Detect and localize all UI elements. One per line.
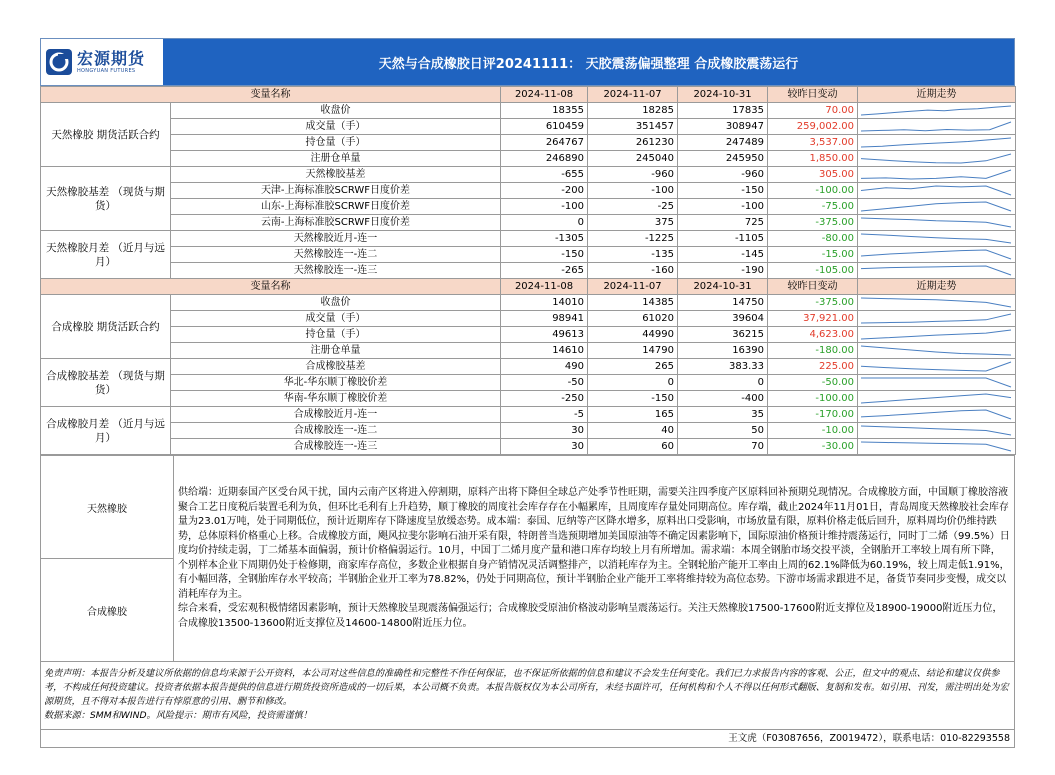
column-header-row (41, 87, 1016, 103)
change-value: -180.00 (768, 343, 858, 359)
sparkline-series (861, 170, 1011, 179)
value-d3: 0 (678, 375, 768, 391)
sparkline-cell (858, 343, 1016, 359)
change-value: -170.00 (768, 407, 858, 423)
value-d1: -200 (501, 183, 588, 199)
column-header-var-name: 变量名称 (41, 279, 501, 295)
value-d1: 30 (501, 439, 588, 455)
row-item-name: 收盘价 (171, 295, 501, 311)
column-header-change: 较昨日变动 (768, 87, 858, 103)
column-header-d1: 2024-11-08 (501, 87, 588, 103)
sparkline-series (861, 330, 1011, 339)
group-label: 合成橡胶 期货活跃合约 (41, 295, 171, 359)
column-header-d2: 2024-11-07 (588, 87, 678, 103)
row-item-name: 华南-华东顺丁橡胶价差 (171, 391, 501, 407)
column-header-d3: 2024-10-31 (678, 87, 768, 103)
change-value: -15.00 (768, 247, 858, 263)
sparkline-cell (858, 407, 1016, 423)
value-d2: -1225 (588, 231, 678, 247)
change-value: 3,537.00 (768, 135, 858, 151)
analyst-contact: 王文虎（F03087656，Z0019472），联系电话：010-82293558 (40, 730, 1015, 748)
column-header-d3: 2024-10-31 (678, 279, 768, 295)
value-d1: 490 (501, 359, 588, 375)
sparkline (858, 295, 1014, 310)
sparkline-series (861, 378, 1011, 387)
table-row (41, 295, 1016, 311)
change-value: 225.00 (768, 359, 858, 375)
sparkline (858, 135, 1014, 150)
sparkline-series (861, 266, 1011, 275)
sparkline-cell (858, 103, 1016, 119)
value-d3: -190 (678, 263, 768, 279)
change-value: 259,002.00 (768, 119, 858, 135)
value-d3: -400 (678, 391, 768, 407)
value-d1: 610459 (501, 119, 588, 135)
column-header-row (41, 279, 1016, 295)
value-d2: 265 (588, 359, 678, 375)
value-d1: -150 (501, 247, 588, 263)
comment-label-synthetic: 合成橡胶 (41, 559, 174, 662)
value-d2: 375 (588, 215, 678, 231)
row-item-name: 天津-上海标准胶SCRWF日度价差 (171, 183, 501, 199)
column-header-d2: 2024-11-07 (588, 279, 678, 295)
sparkline (858, 263, 1014, 278)
value-d3: 308947 (678, 119, 768, 135)
sparkline-cell (858, 263, 1016, 279)
table-row (41, 167, 1016, 183)
data-table (40, 86, 1016, 455)
table-row (41, 215, 1016, 231)
column-header-var-name: 变量名称 (41, 87, 501, 103)
value-d1: -265 (501, 263, 588, 279)
table-row (41, 135, 1016, 151)
value-d1: -100 (501, 199, 588, 215)
table-row (41, 439, 1016, 455)
sparkline (858, 391, 1014, 406)
value-d3: 36215 (678, 327, 768, 343)
row-item-name: 成交量（手） (171, 311, 501, 327)
sparkline-series (861, 346, 1011, 355)
row-item-name: 持仓量（手） (171, 327, 501, 343)
sparkline (858, 119, 1014, 134)
sparkline-series (861, 410, 1011, 419)
value-d2: 165 (588, 407, 678, 423)
value-d1: 49613 (501, 327, 588, 343)
row-item-name: 收盘价 (171, 103, 501, 119)
row-item-name: 合成橡胶近月-连一 (171, 407, 501, 423)
row-item-name: 天然橡胶连一-连三 (171, 263, 501, 279)
change-value: 70.00 (768, 103, 858, 119)
value-d2: -100 (588, 183, 678, 199)
comment-label-natural: 天然橡胶 (41, 456, 174, 559)
sparkline-series (861, 442, 1011, 451)
value-d1: 14010 (501, 295, 588, 311)
value-d3: 16390 (678, 343, 768, 359)
report-header (40, 38, 1015, 86)
sparkline-cell (858, 295, 1016, 311)
change-value: 37,921.00 (768, 311, 858, 327)
sparkline-cell (858, 439, 1016, 455)
value-d2: 14790 (588, 343, 678, 359)
sparkline-cell (858, 119, 1016, 135)
value-d2: 60 (588, 439, 678, 455)
change-value: 1,850.00 (768, 151, 858, 167)
value-d1: -50 (501, 375, 588, 391)
sparkline (858, 247, 1014, 262)
value-d1: -5 (501, 407, 588, 423)
sparkline-series (861, 106, 1011, 115)
value-d2: -150 (588, 391, 678, 407)
value-d1: -655 (501, 167, 588, 183)
sparkline (858, 199, 1014, 214)
company-logo (41, 39, 163, 85)
table-row (41, 391, 1016, 407)
table-row (41, 103, 1016, 119)
table-row (41, 119, 1016, 135)
sparkline (858, 359, 1014, 374)
sparkline-series (861, 426, 1011, 435)
value-d1: -1305 (501, 231, 588, 247)
value-d1: 0 (501, 215, 588, 231)
sparkline-series (861, 218, 1011, 227)
group-label: 合成橡胶月差 （近月与远月） (41, 407, 171, 455)
sparkline-cell (858, 231, 1016, 247)
value-d3: 35 (678, 407, 768, 423)
row-item-name: 合成橡胶连一-连二 (171, 423, 501, 439)
sparkline-series (861, 122, 1011, 131)
row-item-name: 合成橡胶基差 (171, 359, 501, 375)
sparkline-cell (858, 151, 1016, 167)
sparkline-series (861, 314, 1011, 323)
sparkline (858, 183, 1014, 198)
value-d3: 39604 (678, 311, 768, 327)
sparkline-series (861, 362, 1011, 371)
value-d3: 70 (678, 439, 768, 455)
row-item-name: 持仓量（手） (171, 135, 501, 151)
value-d3: -145 (678, 247, 768, 263)
sparkline (858, 407, 1014, 422)
sparkline (858, 439, 1014, 454)
value-d3: 245950 (678, 151, 768, 167)
sparkline-series (861, 234, 1011, 243)
sparkline (858, 343, 1014, 358)
sparkline (858, 423, 1014, 438)
row-item-name: 云南-上海标准胶SCRWF日度价差 (171, 215, 501, 231)
change-value: -100.00 (768, 391, 858, 407)
value-d2: -25 (588, 199, 678, 215)
column-header-d1: 2024-11-08 (501, 279, 588, 295)
value-d2: 61020 (588, 311, 678, 327)
sparkline-cell (858, 423, 1016, 439)
sparkline-cell (858, 391, 1016, 407)
value-d3: -960 (678, 167, 768, 183)
value-d3: -100 (678, 199, 768, 215)
value-d2: -135 (588, 247, 678, 263)
table-row (41, 375, 1016, 391)
table-row (41, 231, 1016, 247)
row-item-name: 注册仓单量 (171, 151, 501, 167)
value-d3: 247489 (678, 135, 768, 151)
sparkline-series (861, 250, 1011, 259)
value-d3: -1105 (678, 231, 768, 247)
change-value: -375.00 (768, 215, 858, 231)
value-d3: 383.33 (678, 359, 768, 375)
group-label: 天然橡胶 期货活跃合约 (41, 103, 171, 167)
sparkline-cell (858, 375, 1016, 391)
change-value: -10.00 (768, 423, 858, 439)
table-row (41, 247, 1016, 263)
sparkline-series (861, 186, 1011, 195)
sparkline (858, 103, 1014, 118)
row-item-name: 天然橡胶连一-连二 (171, 247, 501, 263)
sparkline-series (861, 138, 1011, 147)
value-d2: 14385 (588, 295, 678, 311)
sparkline-series (861, 298, 1011, 307)
table-row (41, 183, 1016, 199)
sparkline (858, 375, 1014, 390)
sparkline-series (861, 394, 1011, 403)
table-row (41, 423, 1016, 439)
change-value: 4,623.00 (768, 327, 858, 343)
disclaimer: 免责声明：本报告分析及建议所依据的信息均来源于公开资料，本公司对这些信息的准确性和完整性不作任何保证，也不保证所依据的信息和建议不会发生任何变化。我们已力求报告内容的客观、公正，但文中的观点、结论和建议仅供参考，不构成任何投资建议。投资者依据本报告提供的信息进行期货投资所造成的一切后果，本公司概不负责。本报告版权仅为本公司所有，未经书面许可，任何机构和个人不得以任何形式翻版、复制和发布。如引用、刊发，需注明出处为宏源期货，且不得对本报告进行有悖原意的引用、删节和修改。 数据来源：SMM和WIND。风险提示：期市有风险，投资需谨慎！ (40, 662, 1015, 730)
row-item-name: 天然橡胶基差 (171, 167, 501, 183)
sparkline (858, 215, 1014, 230)
report-title: 天然与合成橡胶日评20241111： 天胶震荡偏强整理 合成橡胶震荡运行 (163, 39, 1014, 85)
table-row (41, 359, 1016, 375)
row-item-name: 天然橡胶近月-连一 (171, 231, 501, 247)
change-value: -80.00 (768, 231, 858, 247)
sparkline-cell (858, 183, 1016, 199)
table-row (41, 151, 1016, 167)
value-d1: 246890 (501, 151, 588, 167)
value-d2: 261230 (588, 135, 678, 151)
value-d2: 44990 (588, 327, 678, 343)
change-value: -75.00 (768, 199, 858, 215)
sparkline (858, 167, 1014, 182)
change-value: -105.00 (768, 263, 858, 279)
value-d2: -960 (588, 167, 678, 183)
table-row (41, 263, 1016, 279)
column-header-trend: 近期走势 (858, 279, 1016, 295)
commentary-table (40, 455, 1015, 662)
sparkline-cell (858, 167, 1016, 183)
value-d3: 50 (678, 423, 768, 439)
logo-text-en: HONGYUAN FUTURES (77, 67, 136, 74)
sparkline-cell (858, 247, 1016, 263)
report-sheet (40, 38, 1015, 748)
value-d2: -160 (588, 263, 678, 279)
table-row (41, 343, 1016, 359)
value-d1: 30 (501, 423, 588, 439)
value-d1: -250 (501, 391, 588, 407)
row-item-name: 山东-上海标准胶SCRWF日度价差 (171, 199, 501, 215)
value-d2: 40 (588, 423, 678, 439)
table-row (41, 327, 1016, 343)
table-row (41, 311, 1016, 327)
row-item-name: 注册仓单量 (171, 343, 501, 359)
change-value: -30.00 (768, 439, 858, 455)
sparkline (858, 231, 1014, 246)
sparkline (858, 327, 1014, 342)
logo-mark-icon (45, 48, 73, 76)
value-d3: 14750 (678, 295, 768, 311)
sparkline (858, 151, 1014, 166)
column-header-change: 较昨日变动 (768, 279, 858, 295)
change-value: -375.00 (768, 295, 858, 311)
sparkline-series (861, 202, 1011, 211)
row-item-name: 合成橡胶连一-连三 (171, 439, 501, 455)
sparkline-cell (858, 135, 1016, 151)
table-row (41, 199, 1016, 215)
sparkline-cell (858, 311, 1016, 327)
table-row (41, 407, 1016, 423)
sparkline (858, 311, 1014, 326)
comment-text: 供给端：近期泰国产区受台风干扰，国内云南产区将进入停割期，原料产出将下降但全球总产处季节性旺期，需要关注四季度产区原料回补预期兑现情况。合成橡胶方面，中国顺丁橡胶溶液聚合工艺日度税后装置毛利为负，但环比毛利有上升趋势，顺丁橡胶的周度社会库存存在小幅累库，且周度库存量处同期高位。库存端，截止2024年11月01日，青岛周度天然橡胶社会库存量为23.01万吨，处于同期低位，预计近期库存下降速度呈放缓态势。成本端：泰国、厄纳等产区降水增多，原料出口受影响，市场放量有限，原料价格走低后回升，原料周均价仍维持跌势，总体原料价格重心上移。合成橡胶方面，飓风拉斐尔影响石油开采有限，特朗普当选预期增加美国原油等不确定因素影响下，国际原油价格预计维持震荡运行，同时丁二烯（99.5%）日度均价持续走弱，丁二烯基本面偏弱，预计价格偏弱运行。10月，中国丁二烯月度产量和港口库存均较上月有所增加。需求端：本周全钢胎市场交投平淡，全钢胎开工率较上周有所下降，个别样本企业下周期仍处于检修期，商家库存高位，多数企业根据自身产销情况灵活调整排产，以消耗库存为主。全钢轮胎产能开工率由上周的62.1%降低为60.19%，较上周走低1.91%，有小幅回落，全钢胎库存水平较高；半钢胎企业开工率为78.82%，仍处于同期高位，预计半钢胎企业产能开工率将维持较为高位态势。下游市场需求跟进不足，备货节奏同步变慢，成交以消耗库存为主。 综合来看，受宏观积极情绪因素影响，预计天然橡胶呈现震荡偏强运行；合成橡胶受原油价格波动影响呈震荡运行。关注天然橡胶17500-17600附近支撑位及18900-19000附近压力位，合成橡胶13500-13600附近支撑位及14600-14800附近压力位。 (174, 456, 1015, 662)
value-d1: 264767 (501, 135, 588, 151)
sparkline-cell (858, 359, 1016, 375)
value-d2: 245040 (588, 151, 678, 167)
change-value: 305.00 (768, 167, 858, 183)
group-label: 天然橡胶月差 （近月与远月） (41, 231, 171, 279)
change-value: -50.00 (768, 375, 858, 391)
value-d1: 14610 (501, 343, 588, 359)
sparkline-cell (858, 327, 1016, 343)
sparkline-series (861, 154, 1011, 163)
row-item-name: 华北-华东顺丁橡胶价差 (171, 375, 501, 391)
sparkline-cell (858, 199, 1016, 215)
group-label: 天然橡胶基差 （现货与期货） (41, 167, 171, 231)
value-d1: 18355 (501, 103, 588, 119)
value-d3: 725 (678, 215, 768, 231)
value-d2: 18285 (588, 103, 678, 119)
sparkline-cell (858, 215, 1016, 231)
logo-text-cn: 宏源期货 (77, 48, 146, 68)
change-value: -100.00 (768, 183, 858, 199)
value-d3: -150 (678, 183, 768, 199)
value-d3: 17835 (678, 103, 768, 119)
column-header-trend: 近期走势 (858, 87, 1016, 103)
row-item-name: 成交量（手） (171, 119, 501, 135)
group-label: 合成橡胶基差 （现货与期货） (41, 359, 171, 407)
value-d2: 0 (588, 375, 678, 391)
value-d1: 98941 (501, 311, 588, 327)
value-d2: 351457 (588, 119, 678, 135)
